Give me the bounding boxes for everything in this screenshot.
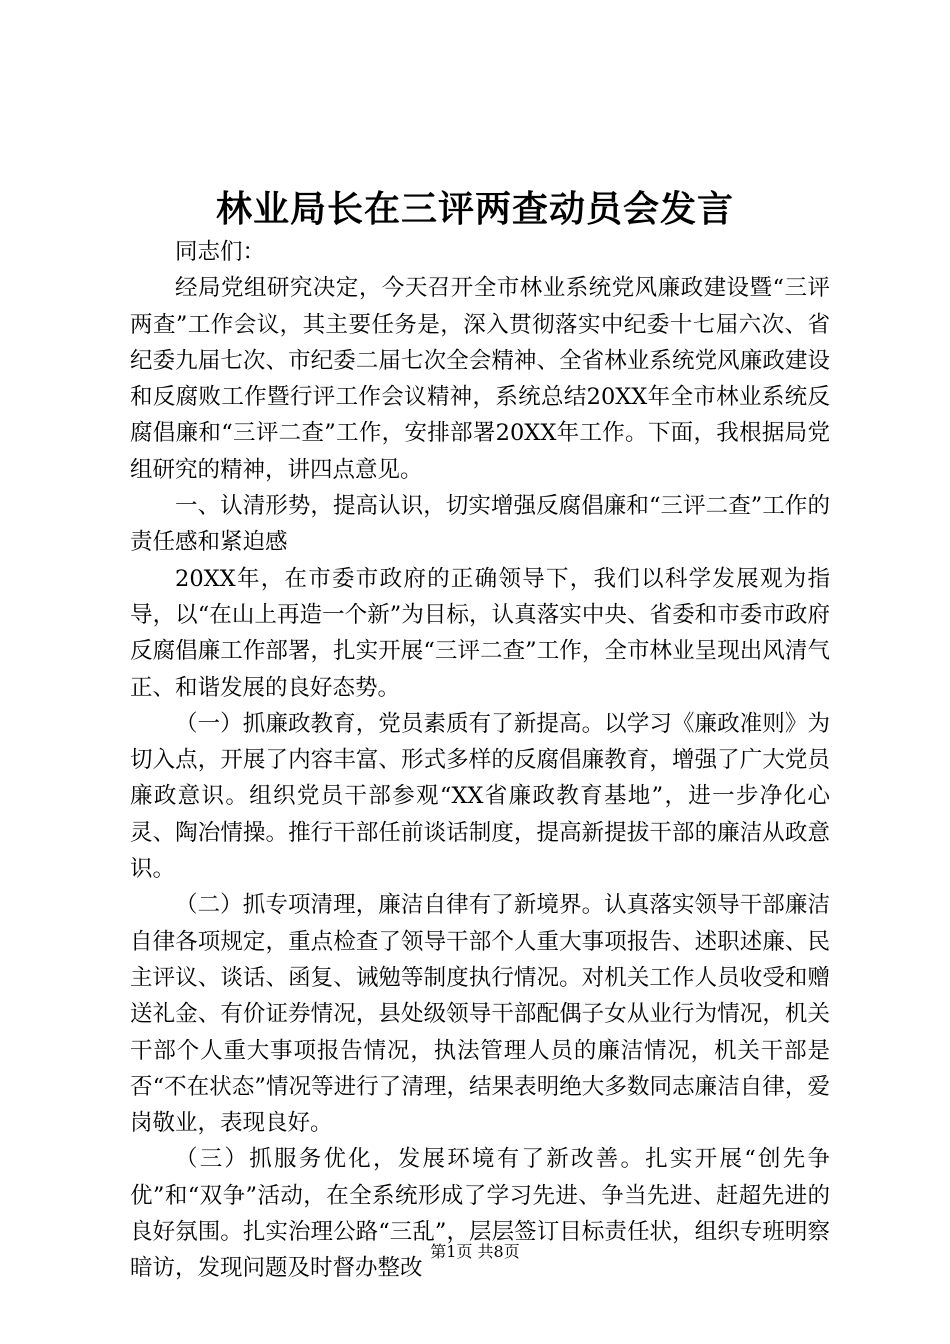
body-paragraph: 20XX年，在市委市政府的正确领导下，我们以科学发展观为指导，以“在山上再造一个新”为目标，认真落实中央、省委和市委市政府反腐倡廉工作部署，扎实开展“三评二查”工作，全市林业呈现出风清气正、和谐发展的良好态势。 xyxy=(130,565,830,701)
body-paragraph: （二）抓专项清理，廉洁自律有了新境界。认真落实领导干部廉洁自律各项规定，重点检查了领导干部个人重大事项报告、述职述廉、民主评议、谈话、函复、诫勉等制度执行情况。对机关工作人员收受和赠送礼金、有价证券情况，县处级领导干部配偶子女从业行为情况，机关干部个人重大事项报告情况，执法管理人员的廉洁情况，机关干部是否“不在状态”情况等进行了清理，结果表明绝大多数同志廉洁自律，爱岗敬业，表现良好。 xyxy=(130,892,830,1137)
body-paragraph: 经局党组研究决定，今天召开全市林业系统党风廉政建设暨“三评两查”工作会议，其主要任务是，深入贯彻落实中纪委十七届六次、省纪委九届七次、市纪委二届七次全会精神、全省林业系统党风廉政建设和反腐败工作暨行评工作会议精神，系统总结20XX年全市林业系统反腐倡廉和“三评二查”工作，安排部署20XX年工作。下面，我根据局党组研究的精神，讲四点意见。 xyxy=(130,275,830,483)
body-paragraph: （三）抓服务优化，发展环境有了新改善。扎实开展“创先争优”和“双争”活动，在全系统形成了学习先进、争当先进、赶超先进的良好氛围。扎实治理公路“三乱”，层层签订目标责任状，组织专班明察暗访，发现问题及时督办整改 xyxy=(130,1146,830,1282)
document-body xyxy=(130,234,830,1287)
section-heading-paragraph: 一、认清形势，提高认识，切实增强反腐倡廉和“三评二查”工作的责任感和紧迫感 xyxy=(130,493,830,556)
body-paragraph: （一）抓廉政教育，党员素质有了新提高。以学习《廉政准则》为切入点，开展了内容丰富、形式多样的反腐倡廉教育，增强了广大党员廉政意识。组织党员干部参观“XX省廉政教育基地”，进一步净化心灵、陶冶情操。推行干部任前谈话制度，提高新提拔干部的廉洁从政意识。 xyxy=(130,710,830,883)
salutation-paragraph: 同志们： xyxy=(175,239,266,265)
page-number-footer: 第1页 共8页 xyxy=(430,1242,520,1261)
document-title: 林业局长在三评两查动员会发言 xyxy=(215,188,734,230)
